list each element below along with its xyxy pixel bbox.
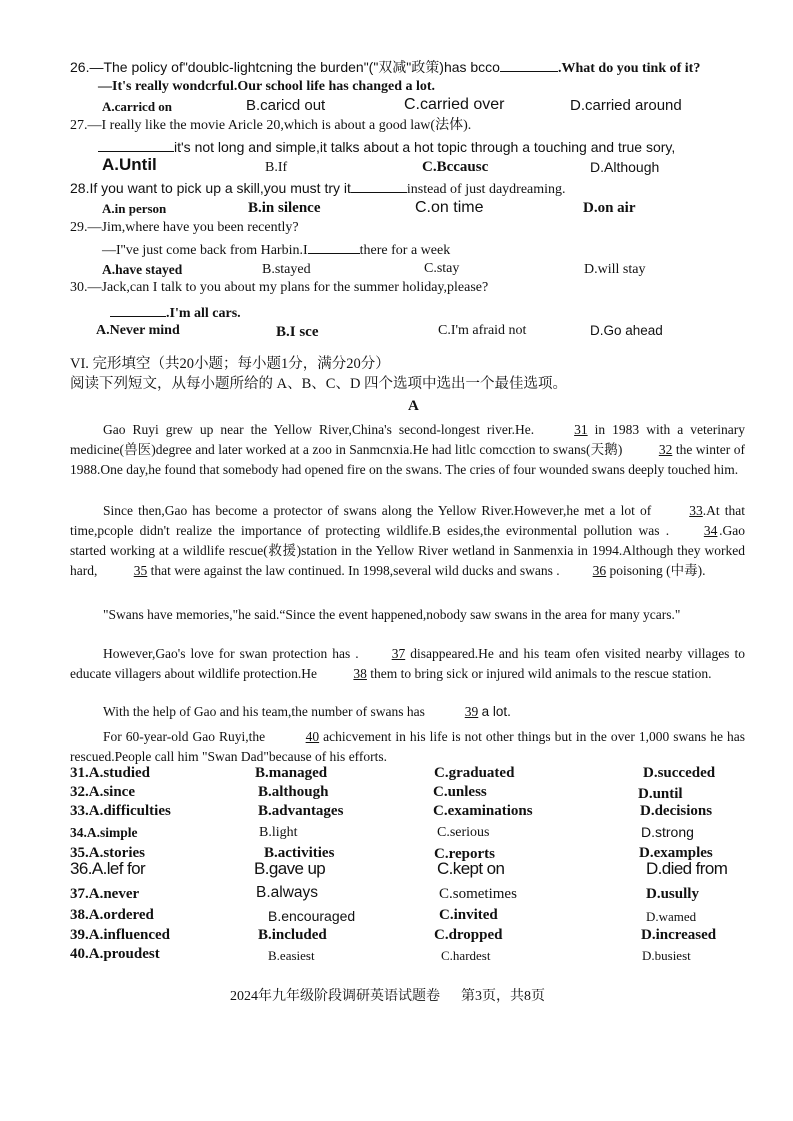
q27-stem: 27.—I really like the movie Aricle 20,which is about a good law(法体). bbox=[70, 118, 472, 133]
passage-text: that were against the law continued. In 1998,several wild ducks and swans . bbox=[150, 563, 560, 578]
passage-text: .Gao started working at a wildlife rescue(救援)station in the Yellow River wetland in Sanmenxia in 1994.Although they worked hard, bbox=[70, 523, 745, 578]
q26-stem bbox=[70, 57, 700, 78]
passage-text: Since then,Gao has become a protector of swans along the Yellow River.However,he met a lot of bbox=[103, 503, 652, 518]
option-34-a: 34.A.simple bbox=[70, 825, 138, 840]
passage-text: them to bring sick or injured wild animals to the rescue station. bbox=[370, 666, 712, 681]
q28-option-a: A.in person bbox=[102, 201, 167, 216]
passage-paragraph-2 bbox=[70, 501, 745, 581]
q29-option-c: C.stay bbox=[424, 261, 460, 276]
q30-reply bbox=[110, 302, 241, 323]
blank-35: 35 bbox=[133, 563, 148, 578]
option-31-c: C.graduated bbox=[434, 765, 515, 781]
q26-reply: —It's really wondcrful.Our school life has changed a lot. bbox=[98, 79, 436, 94]
q27-reply bbox=[98, 137, 675, 156]
blank-37: 37 bbox=[391, 646, 406, 661]
passage-text: With the help of Gao and his team,the number of swans has bbox=[103, 704, 425, 719]
answer-blank bbox=[500, 57, 558, 72]
passage-text: disappeared.He and his team ofen visited nearby villages to educate villagers about wildlife protection.He bbox=[70, 646, 745, 681]
option-37-b: B.always bbox=[256, 884, 319, 901]
option-38-d: D.wamed bbox=[646, 909, 697, 924]
option-40-d: D.busiest bbox=[642, 948, 691, 963]
passage-text: the winter of 1988.One day,he found that somebody had opened fire on the swans. The cries of four wounded swans deeply touched him. bbox=[70, 442, 746, 477]
passage-text: Gao Ruyi grew up near the Yellow River,China's second-longest river.He. bbox=[103, 422, 535, 437]
q29-option-a: A.have stayed bbox=[102, 262, 183, 277]
blank-34: 34 bbox=[703, 523, 718, 538]
option-31-a: 31.A.studied bbox=[70, 765, 151, 781]
q30-option-b: B.I sce bbox=[276, 324, 319, 340]
q27-option-d: D.Although bbox=[590, 159, 660, 175]
passage-text: in 1983 with a veterinary medicine(兽医)degree and later worked at a zoo in Sanmcnxia.He had litlc comcction to swans(天鹅) bbox=[70, 422, 745, 457]
option-35-a: 35.A.stories bbox=[70, 845, 145, 861]
q26-option-c: C.carried over bbox=[404, 96, 505, 113]
option-35-b: B.activities bbox=[264, 845, 335, 861]
option-40-a: 40.A.proudest bbox=[70, 946, 160, 962]
option-38-a: 38.A.ordered bbox=[70, 907, 154, 923]
q30-stem: 30.—Jack,can I talk to you about my plans for the summer holiday,please? bbox=[70, 280, 489, 295]
section-title: VI. 完形填空（共20小题；每小题1分，满分20分） bbox=[70, 356, 390, 372]
option-36-d: D.died from bbox=[646, 859, 728, 878]
q28-option-b: B.in silence bbox=[248, 200, 321, 216]
blank-33: 33 bbox=[689, 503, 703, 518]
blank-32: 32 bbox=[658, 442, 673, 457]
option-32-c: C.unless bbox=[433, 784, 487, 800]
passage-paragraph-1 bbox=[70, 420, 745, 480]
q30-option-c: C.I'm afraid not bbox=[438, 323, 527, 338]
passage-text: achicvement in his life is not other things but in the over 1,000 swans he has rescued.People call him "Swan Dad"because of his efforts. bbox=[70, 729, 746, 764]
option-35-c: C.reports bbox=[434, 846, 495, 862]
option-34-b: B.light bbox=[259, 825, 298, 840]
option-32-a: 32.A.since bbox=[70, 784, 135, 800]
q26-option-b: B.caricd out bbox=[246, 97, 326, 114]
option-39-a: 39.A.influenced bbox=[70, 927, 171, 943]
q29-reply-tail: there for a week bbox=[359, 243, 451, 258]
option-34-d: D.strong bbox=[641, 824, 694, 840]
q28-stem-text: 28.If you want to pick up a skill,you must try it bbox=[70, 180, 351, 196]
q29-reply bbox=[102, 239, 450, 260]
answer-blank bbox=[351, 178, 407, 193]
blank-40: 40 bbox=[305, 729, 320, 744]
q26-option-a: A.carricd on bbox=[102, 99, 173, 114]
option-38-b: B.encouraged bbox=[268, 908, 356, 924]
blank-38: 38 bbox=[353, 666, 367, 681]
passage-text: a lot. bbox=[481, 704, 511, 719]
option-31-d: D.succeded bbox=[643, 765, 716, 781]
option-36-b: B.gave up bbox=[254, 859, 326, 878]
passage-label: A bbox=[408, 398, 419, 414]
q30-option-d: D.Go ahead bbox=[590, 323, 663, 338]
q27-option-c: C.Bccausc bbox=[422, 159, 489, 175]
option-40-b: B.easiest bbox=[268, 948, 315, 963]
option-36-c: C.kept on bbox=[437, 859, 505, 878]
option-37-c: C.sometimes bbox=[439, 886, 517, 902]
option-36-a: 36.A.lef for bbox=[70, 859, 146, 878]
q29-option-d: D.will stay bbox=[584, 262, 646, 277]
option-37-d: D.usully bbox=[646, 886, 699, 902]
q28-option-c: C.on time bbox=[415, 199, 484, 216]
passage-text: However,Gao's love for swan protection has . bbox=[103, 646, 359, 661]
option-39-d: D.increased bbox=[641, 927, 717, 943]
option-33-d: D.decisions bbox=[640, 803, 713, 819]
q27-option-b: B.If bbox=[265, 160, 288, 175]
passage-text: For 60-year-old Gao Ruyi,the bbox=[103, 729, 266, 744]
option-31-b: B.managed bbox=[255, 765, 328, 781]
q30-option-a: A.Never mind bbox=[96, 323, 180, 338]
section-instruction: 阅读下列短文，从每小题所给的 A、B、C、D 四个选项中选出一个最佳选项。 bbox=[70, 376, 568, 392]
passage-paragraph-3: "Swans have memories,"he said.“Since the event happened,nobody saw swans in the area for many ycars." bbox=[103, 607, 681, 622]
page-footer: 2024年九年级阶段调研英语试题卷 第3页，共8页 bbox=[230, 989, 545, 1004]
option-33-b: B.advantages bbox=[258, 803, 344, 819]
option-39-b: B.included bbox=[258, 927, 327, 943]
q28-option-d: D.on air bbox=[583, 200, 636, 216]
option-40-c: C.hardest bbox=[441, 948, 491, 963]
q29-option-b: B.stayed bbox=[262, 262, 311, 277]
answer-blank bbox=[308, 239, 360, 254]
option-32-d: D.until bbox=[638, 786, 683, 802]
q26-stem-tail: .What do you tink of it? bbox=[557, 61, 701, 76]
option-33-a: 33.A.difficulties bbox=[70, 803, 171, 819]
q29-stem: 29.—Jim,where have you been recently? bbox=[70, 220, 299, 235]
option-35-d: D.examples bbox=[639, 845, 713, 861]
passage-paragraph-5 bbox=[70, 702, 745, 722]
blank-39: 39 bbox=[464, 704, 479, 719]
passage-paragraph-4 bbox=[70, 644, 745, 684]
q30-reply-text: .I'm all cars. bbox=[166, 306, 241, 321]
answer-blank bbox=[110, 302, 166, 317]
option-39-c: C.dropped bbox=[434, 927, 503, 943]
q27-option-a: A.Until bbox=[102, 155, 157, 174]
q29-reply-text: —I''ve just come back from Harbin.I bbox=[102, 243, 308, 258]
option-37-a: 37.A.never bbox=[70, 886, 140, 902]
q28-stem-tail: instead of just daydreaming. bbox=[406, 182, 566, 197]
q27-reply-text: it's not long and simple,it talks about a hot topic through a touching and true sory, bbox=[174, 139, 676, 155]
passage-text: .At that time,pcople didn't realize the importance of protecting wildlife.B esides,the evironmental pollution was . bbox=[70, 503, 745, 538]
option-34-c: C.serious bbox=[437, 825, 490, 840]
q26-option-d: D.carried around bbox=[570, 97, 682, 114]
option-33-c: C.examinations bbox=[433, 803, 533, 819]
answer-blank bbox=[98, 137, 174, 152]
passage-text: poisoning (中毒). bbox=[609, 563, 706, 578]
blank-31: 31 bbox=[574, 422, 588, 437]
option-32-b: B.although bbox=[258, 784, 329, 800]
q28-stem bbox=[70, 178, 566, 199]
option-38-c: C.invited bbox=[439, 907, 498, 923]
passage-paragraph-6 bbox=[70, 727, 745, 767]
q26-stem-text: 26.—The policy of"doublc-lightcning the burden"("双减"政策)has bcco bbox=[70, 59, 500, 75]
blank-36: 36 bbox=[592, 563, 607, 578]
